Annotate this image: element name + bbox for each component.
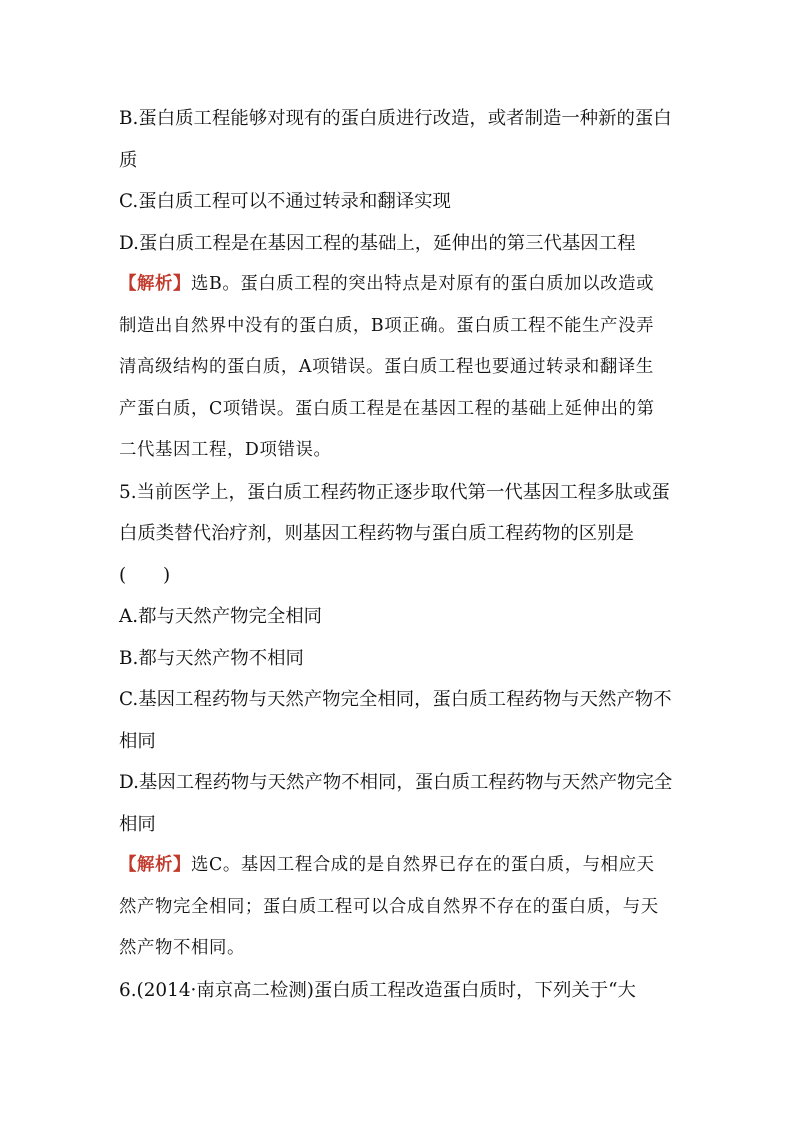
q6-stem-line-1: 6.(2014·南京高二检测)蛋白质工程改造蛋白质时，下列关于“大 [119,979,636,1001]
q5-analysis-text-1: 选C。基因工程合成的是自然界已存在的蛋白质，与相应天 [190,855,655,875]
q4-option-b-line-1: B.蛋白质工程能够对现有的蛋白质进行改造，或者制造一种新的蛋白 [119,108,672,129]
q5-option-c-line-2: 相同 [119,730,156,752]
q5-option-b: B.都与天然产物不相同 [119,647,304,669]
q4-option-c: C.蛋白质工程可以不通过转录和翻译实现 [119,191,451,212]
q4-analysis-line-2: 制造出自然界中没有的蛋白质，B项正确。蛋白质工程不能生产没弄 [119,315,655,336]
q5-option-d-line-2: 相同 [119,813,156,835]
document-page [119,98,679,1011]
q5-stem-line-1: 5.当前医学上，蛋白质工程药物正逐步取代第一代基因工程多肽或蛋 [119,481,670,503]
q4-analysis-line-5: 二代基因工程，D项错误。 [119,440,332,460]
q5-analysis-line-3: 然产物不相同。 [119,938,245,958]
q5-stem-line-2: 白质类替代治疗剂，则基因工程药物与蛋白质工程药物的区别是 [119,523,634,544]
q5-answer-blank: ( ) [119,564,171,586]
q5-analysis-line-2: 然产物完全相同；蛋白质工程可以合成自然界不存在的蛋白质，与天 [119,896,659,917]
q5-option-c-line-1: C.基因工程药物与天然产物完全相同，蛋白质工程药物与天然产物不 [119,689,672,710]
q4-option-d: D.蛋白质工程是在基因工程的基础上，延伸出的第三代基因工程 [119,232,636,254]
q4-analysis-line-1 [119,264,679,306]
q4-analysis-line-3: 清高级结构的蛋白质，A项错误。蛋白质工程也要通过转录和翻译生 [119,357,654,377]
analysis-tag: 【解析】 [119,274,191,294]
q4-option-b-line-2: 质 [119,149,138,171]
q4-analysis-line-4: 产蛋白质，C项错误。蛋白质工程是在基因工程的基础上延伸出的第 [119,398,655,419]
q4-analysis-text-1: 选B。蛋白质工程的突出特点是对原有的蛋白质加以改造或 [190,274,655,294]
q5-option-d-line-1: D.基因工程药物与天然产物不相同，蛋白质工程药物与天然产物完全 [119,772,673,793]
q5-analysis-line-1 [119,845,679,887]
analysis-tag: 【解析】 [119,855,191,875]
q5-option-a: A.都与天然产物完全相同 [119,606,323,627]
